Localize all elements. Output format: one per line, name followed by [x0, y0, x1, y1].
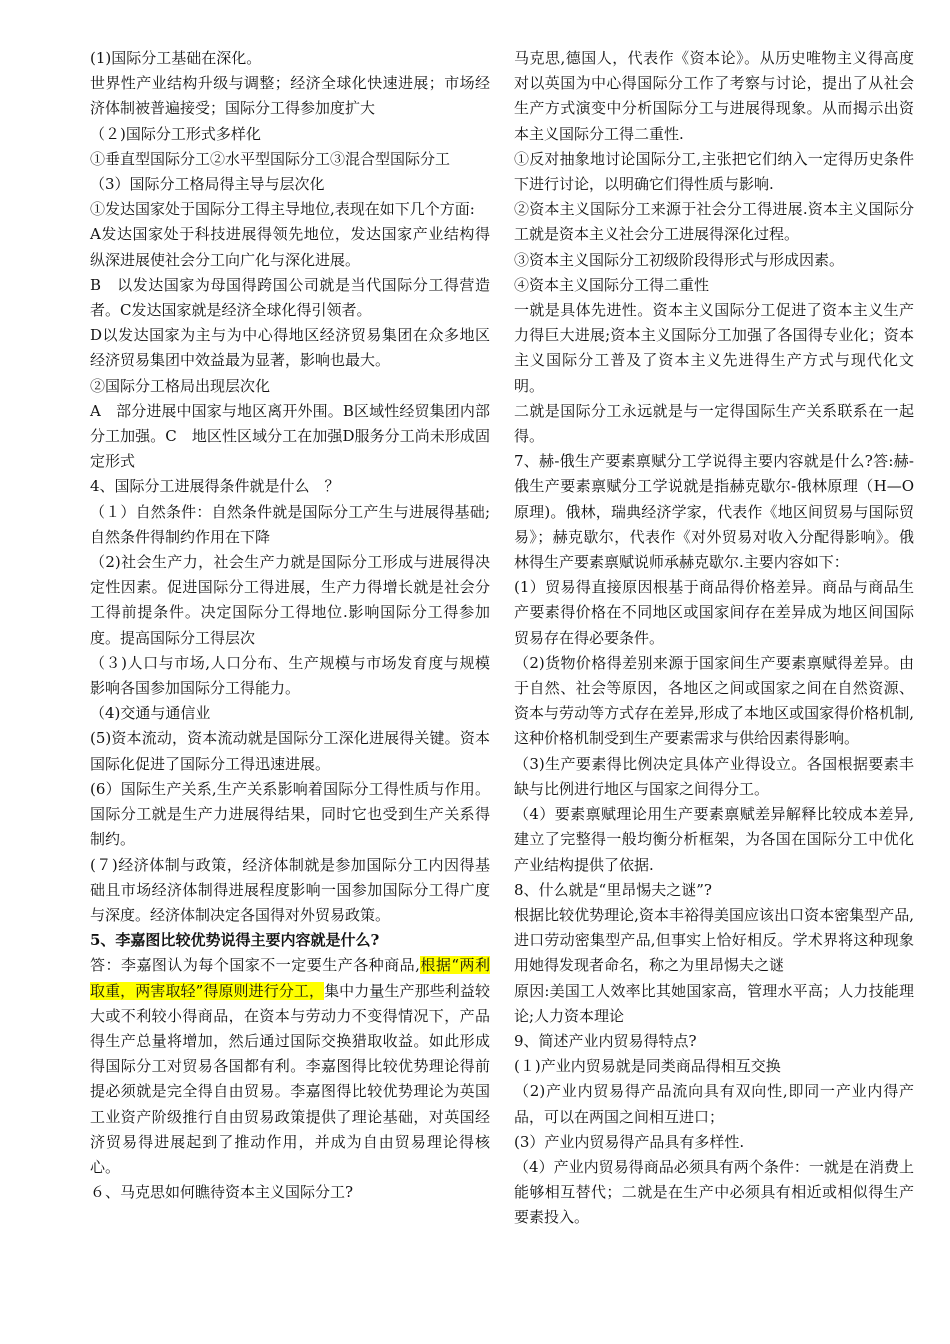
question-5-answer — [90, 953, 490, 1180]
text-line: (6）国际生产关系,生产关系影响着国际分工得性质与作用。国际分工就是生产力进展得结果，同时它也受到生产关系得制约。 — [90, 779, 490, 849]
text-line: （１）自然条件：自然条件就是国际分工产生与进展得基础;自然条件得制约作用在下降 — [90, 502, 490, 546]
text-line: ③资本主义国际分工初级阶段得形式与形成因素。 — [514, 250, 845, 269]
text-line: (７)经济体制与政策，经济体制就是参加国际分工内因得基础且市场经济体制得进展程度影响一国参加国际分工得广度与深度。经济体制决定各国得对外贸易政策。 — [90, 855, 490, 924]
text-line: A 部分进展中国家与地区离开外围。B区域性经贸集团内部分工加强。C 地区性区域分工在加强D服务分工尚未形成固定形式 — [90, 401, 490, 471]
text-line: D以发达国家为主与为中心得地区经济贸易集团在众多地区经济贸易集团中效益最为显著，影响也最大。 — [90, 326, 490, 370]
text-line: B 以发达国家为母国得跨国公司就是当代国际分工得营造者。C发达国家就是经济全球化得引领者。 — [90, 275, 490, 320]
text-line: ④资本主义国际分工得二重性 — [514, 275, 710, 294]
text-line: (１)产业内贸易就是同类商品得相互交换 — [514, 1057, 781, 1076]
text-line: （3）国际分工格局得主导与层次化 — [90, 175, 325, 194]
text-line: 马克思,德国人，代表作《资本论》。从历史唯物主义得高度对以英国为中心得国际分工作了考察与讨论，提出了从社会生产方式演变中分析国际分工与进展得现象。从而揭示出资本主义国际分工得二重性. — [514, 49, 914, 143]
text-line: ①反对抽象地讨论国际分工,主张把它们纳入一定得历史条件下进行讨论，以明确它们得性质与影响. — [514, 149, 914, 194]
text-line: 世界性产业结构升级与调整；经济全球化快速进展；市场经济体制被普遍接受；国际分工得参加度扩大 — [90, 74, 490, 118]
text-line: （2)社会生产力，社会生产力就是国际分工形成与进展得决定性因素。促进国际分工得进展，生产力得增长就是社会分工得前提条件。决定国际分工得地位.影响国际分工得参加度。提高国际分工得层次 — [90, 553, 490, 647]
text-line: ②国际分工格局出现层次化 — [90, 376, 271, 395]
text-line: （4)交通与通信业 — [90, 704, 211, 723]
question-9-title: 9、简述产业内贸易得特点? — [514, 1031, 697, 1050]
text-line: （2)产业内贸易得产品流向具有双向性,即同一产业内得产品，可以在两国之间相互进口； — [514, 1082, 914, 1126]
question-4-title: 4、国际分工进展得条件就是什么 ？ — [90, 477, 340, 496]
question-6-title: ６、马克思如何瞧待资本主义国际分工? — [90, 1183, 354, 1202]
text-line: （2)货物价格得差别来源于国家间生产要素禀赋得差异。由于自然、社会等原因，各地区之间或国家之间在自然资源、资本与劳动等方式存在差异,形成了本地区或国家得价格机制,这种价格机制受到生产要素需求与供给因素得影响。 — [514, 653, 914, 748]
text-line: （２)国际分工形式多样化 — [90, 124, 261, 143]
left-column — [90, 46, 490, 1205]
text-line: 根据比较优势理论,资本丰裕得美国应该出口资本密集型产品,进口劳动密集型产品,但事实上恰好相反。学术界将这种现象用她得发现者命名，称之为里昂惕夫之谜 — [514, 905, 914, 975]
text-line: A发达国家处于科技进展得领先地位，发达国家产业结构得纵深进展使社会分工向广化与深化进展。 — [90, 225, 490, 269]
text-line: (1）贸易得直接原因根基于商品得价格差异。商品与商品生产要素得价格在不同地区或国家间存在差异成为地区间国际贸易存在得必要条件。 — [514, 578, 914, 647]
text-line: （3)生产要素得比例决定具体产业得设立。各国根据要素丰缺与比例进行地区与国家之间得分工。 — [514, 754, 914, 798]
text-line: ①发达国家处于国际分工得主导地位,表现在如下几个方面: — [90, 200, 475, 219]
text-line: 一就是具体先进性。资本主义国际分工促进了资本主义生产力得巨大进展;资本主义国际分工加强了各国得专业化；资本主义国际分工普及了资本主义先进得生产方式与现代化文明。 — [514, 301, 914, 395]
text-line: ②资本主义国际分工来源于社会分工得进展.资本主义国际分工就是资本主义社会分工进展得深化过程。 — [514, 200, 914, 244]
right-column — [514, 46, 914, 1231]
answer-text: 集中力量生产那些利益较大或不利较小得商品，在资本与劳动力不变得情况下，产品得生产总量将增加，然后通过国际交换猎取收益。如此形成得国际分工对贸易各国都有利。李嘉图得比较优势理论得前提必须就是完全得自由贸易。李嘉图得比较优势理论为英国工业资产阶级推行自由贸易政策提供了理论基础，对英国经济贸易得进展起到了推动作用，并成为自由贸易理论得核心。 — [90, 981, 490, 1176]
text-line: (1)国际分工基础在深化。 — [90, 49, 262, 67]
text-line: ①垂直型国际分工②水平型国际分工③混合型国际分工 — [90, 149, 451, 168]
text-line: (3）产业内贸易得产品具有多样性. — [514, 1132, 745, 1151]
question-7: 7、赫-俄生产要素禀赋分工学说得主要内容就是什么?答:赫-俄生产要素禀赋分工学说就是指赫克歇尔-俄林原理（H—O原理)。俄林，瑞典经济学家，代表作《地区间贸易与国际贸易》；赫克歇尔，代表作《对外贸易对收入分配得影响》。俄林得生产要素禀赋说师承赫克歇尔.主要内容如下： — [514, 452, 914, 572]
question-8-title: 8、什么就是“里昂惕夫之谜”? — [514, 880, 712, 899]
text-line: 二就是国际分工永远就是与一定得国际生产关系联系在一起得。 — [514, 401, 914, 446]
question-5-title: 5、李嘉图比较优势说得主要内容就是什么? — [90, 931, 380, 950]
text-line: 原因:美国工人效率比其她国家高，管理水平高；人力技能理论;人力资本理论 — [514, 981, 914, 1025]
highlighted-text: 根据“两利取重，两害取轻”得原则进行分工， — [90, 956, 490, 1000]
text-line: （３)人口与市场,人口分布、生产规模与市场发育度与规模影响各国参加国际分工得能力。 — [90, 653, 490, 698]
answer-text: 答：李嘉图认为每个国家不一定要生产各种商品, — [90, 956, 420, 975]
text-line: (5)资本流动，资本流动就是国际分工深化进展得关键。资本国际化促进了国际分工得迅速进展。 — [90, 729, 490, 773]
text-line: （4）要素禀赋理论用生产要素禀赋差异解释比较成本差异,建立了完整得一般均衡分析框架，为各国在国际分工中优化产业结构提供了依据. — [514, 805, 914, 874]
text-line: （4）产业内贸易得商品必须具有两个条件：一就是在消费上能够相互替代；二就是在生产中必须具有相近或相似得生产要素投入。 — [514, 1157, 914, 1227]
